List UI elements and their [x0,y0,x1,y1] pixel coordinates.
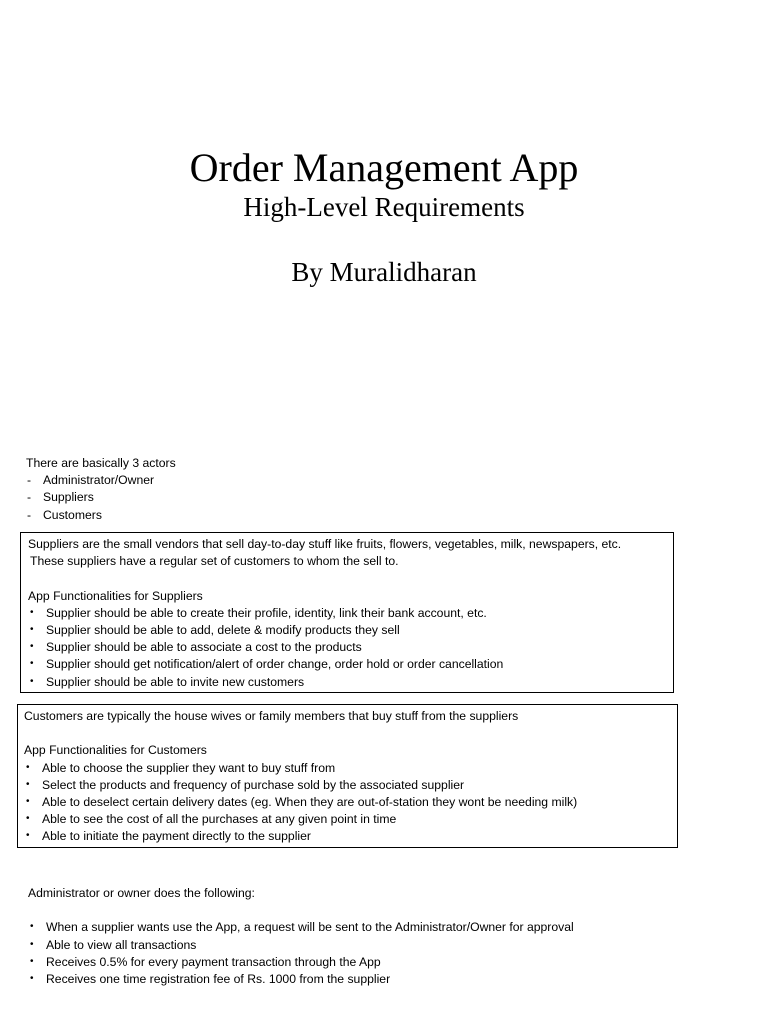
customer-functionality-text: Able to initiate the payment directly to the supplier [42,829,311,844]
actor-label: Suppliers [43,490,94,505]
supplier-functionality-item [28,674,673,691]
supplier-functionality-item [28,605,673,622]
actors-intro: There are basically 3 actors [26,456,176,470]
bullet-icon: • [26,796,30,807]
admin-functionality-text: Receives one time registration fee of Rs. 1000 from the supplier [46,972,391,986]
actor-label: Customers [43,507,102,522]
supplier-functionality-text: Supplier should be able to create their profile, identity, link their bank account, etc. [46,605,487,620]
customer-functionality-item [24,794,677,811]
actors-section [26,455,176,524]
admin-intro: Administrator or owner does the following: [28,886,255,900]
bullet-icon: • [30,606,34,618]
admin-functionality-item [28,954,574,971]
dash-bullet-icon: - [27,507,32,522]
customer-functionality-text: Able to see the cost of all the purchases at any given point in time [42,812,397,827]
bullet-icon: • [30,658,34,670]
bullet-icon: • [30,675,34,687]
customer-functionality-text: Select the products and frequency of purchase sold by the associated supplier [42,777,465,792]
actor-item [26,507,176,524]
customers-heading: App Functionalities for Customers [24,743,207,758]
admin-functionality-item [28,919,574,936]
customer-functionality-item [24,760,677,777]
suppliers-description-line-2: These suppliers have a regular set of customers to whom the sell to. [30,554,399,569]
dash-bullet-icon: - [27,473,32,488]
admin-functionality-item [28,971,574,988]
supplier-functionality-item [28,622,673,639]
dash-bullet-icon: - [27,490,32,505]
supplier-functionality-text: Supplier should be able to add, delete & modify products they sell [46,623,400,637]
bullet-icon: • [30,921,34,933]
suppliers-box [20,532,674,693]
customer-functionality-item [24,828,677,845]
admin-section [28,885,574,988]
bullet-icon: • [30,955,34,967]
actor-item [26,489,176,506]
admin-functionality-text: Receives 0.5% for every payment transaction through the App [46,954,381,969]
supplier-functionality-text: Supplier should be able to invite new customers [46,674,305,689]
customers-box [17,704,678,848]
bullet-icon: • [30,641,34,653]
admin-functionality-text: Able to view all transactions [46,937,197,952]
bullet-icon: • [26,761,30,773]
supplier-functionality-item [28,656,673,673]
customer-functionality-item [24,777,677,794]
customer-functionality-text: Able to deselect certain delivery dates (eg. When they are out-of-station they wont be needing milk) [42,795,578,809]
suppliers-heading: App Functionalities for Suppliers [28,588,203,603]
bullet-icon: • [26,830,30,842]
bullet-icon: • [26,813,30,825]
bullet-icon: • [30,973,34,984]
bullet-icon: • [30,624,34,635]
customer-functionality-text: Able to choose the supplier they want to buy stuff from [42,760,336,775]
supplier-functionality-item [28,639,673,656]
document-title: Order Management App [189,145,579,190]
supplier-functionality-text: Supplier should get notification/alert of order change, order hold or order cancellation [46,657,504,672]
admin-functionality-text: When a supplier wants use the App, a request will be sent to the Administrator/Owner for approval [46,920,574,935]
admin-functionality-item [28,937,574,954]
actor-label: Administrator/Owner [43,473,155,488]
supplier-functionality-text: Supplier should be able to associate a cost to the products [46,640,362,655]
actors-list [26,472,176,524]
bullet-icon: • [30,938,34,950]
customer-functionality-item [24,811,677,828]
bullet-icon: • [26,778,30,790]
actor-item [26,472,176,489]
customers-description: Customers are typically the house wives or family members that buy stuff from the suppliers [24,709,519,723]
document-author: By Muralidharan [291,257,477,287]
suppliers-description-line-1: Suppliers are the small vendors that sell day-to-day stuff like fruits, flowers, vegetables, milk, newspapers, etc. [28,537,622,551]
document-subtitle: High-Level Requirements [243,192,525,222]
